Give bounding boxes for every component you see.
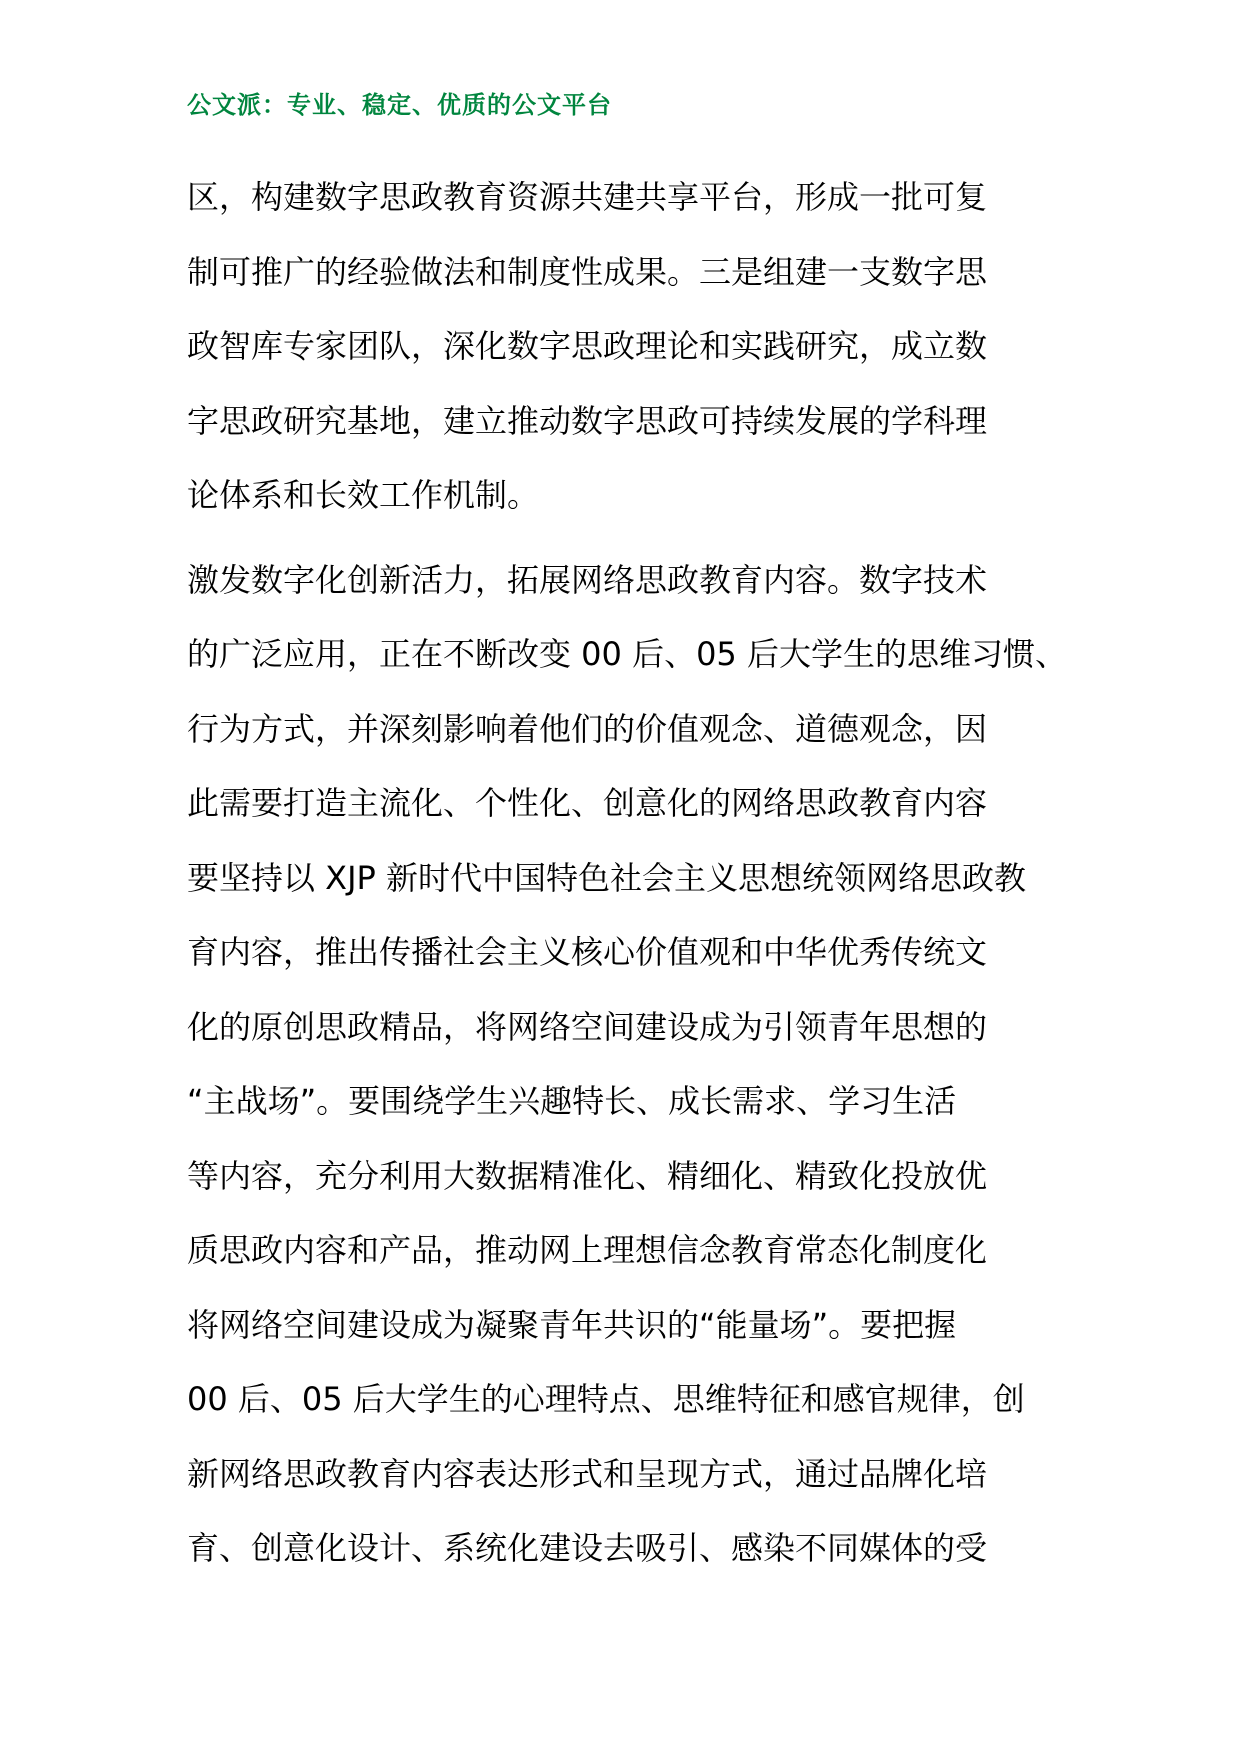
text-line: 制可推广的经验做法和制度性成果。三是组建一支数字思 [187,252,988,291]
text-line: 区，构建数字思政教育资源共建共享平台，形成一批可复 [187,178,988,216]
text-line: 等内容，充分利用大数据精准化、精细化、精致化投放优 [187,1156,988,1195]
text-line: 字思政研究基地，建立推动数字思政可持续发展的学科理 [187,401,988,440]
text-line: 质思政内容和产品，推动网上理想信念教育常态化制度化 [187,1231,988,1269]
text-line: 论体系和长效工作机制。 [187,476,540,514]
text-line: 00 后、05 后大学生的心理特点、思维特征和感官规律，创 [187,1380,1025,1418]
text-line: 的广泛应用，正在不断改变 00 后、05 后大学生的思维习惯、 [187,635,1067,673]
text-line: 激发数字化创新活力，拓展网络思政教育内容。数字技术 [187,560,988,599]
text-line: 政智库专家团队，深化数字思政理论和实践研究，成立数 [187,327,988,365]
text-line: 育内容，推出传播社会主义核心价值观和中华优秀传统文 [187,933,988,971]
paragraph-2 [187,543,1087,1586]
page-header: 公文派：专业、稳定、优质的公文平台 [187,90,612,119]
text-line: 化的原创思政精品，将网络空间建设成为引领青年思想的 [187,1007,988,1046]
paragraph-gap [187,533,1087,543]
text-line: 行为方式，并深刻影响着他们的价值观念、道德观念，因 [187,709,988,748]
text-line: 育、创意化设计、系统化建设去吸引、感染不同媒体的受 [187,1529,988,1567]
paragraph-1 [187,160,1087,533]
text-line: “主战场”。要围绕学生兴趣特长、成长需求、学习生活 [187,1082,957,1120]
text-line: 要坚持以 XJP 新时代中国特色社会主义思想统领网络思政教 [187,858,1027,897]
document-body [187,160,1087,1586]
text-line: 此需要打造主流化、个性化、创意化的网络思政教育内容 [187,784,988,822]
text-line: 新网络思政教育内容表达形式和呈现方式，通过品牌化培 [187,1454,988,1493]
text-line: 将网络空间建设成为凝聚青年共识的“能量场”。要把握 [187,1305,957,1344]
